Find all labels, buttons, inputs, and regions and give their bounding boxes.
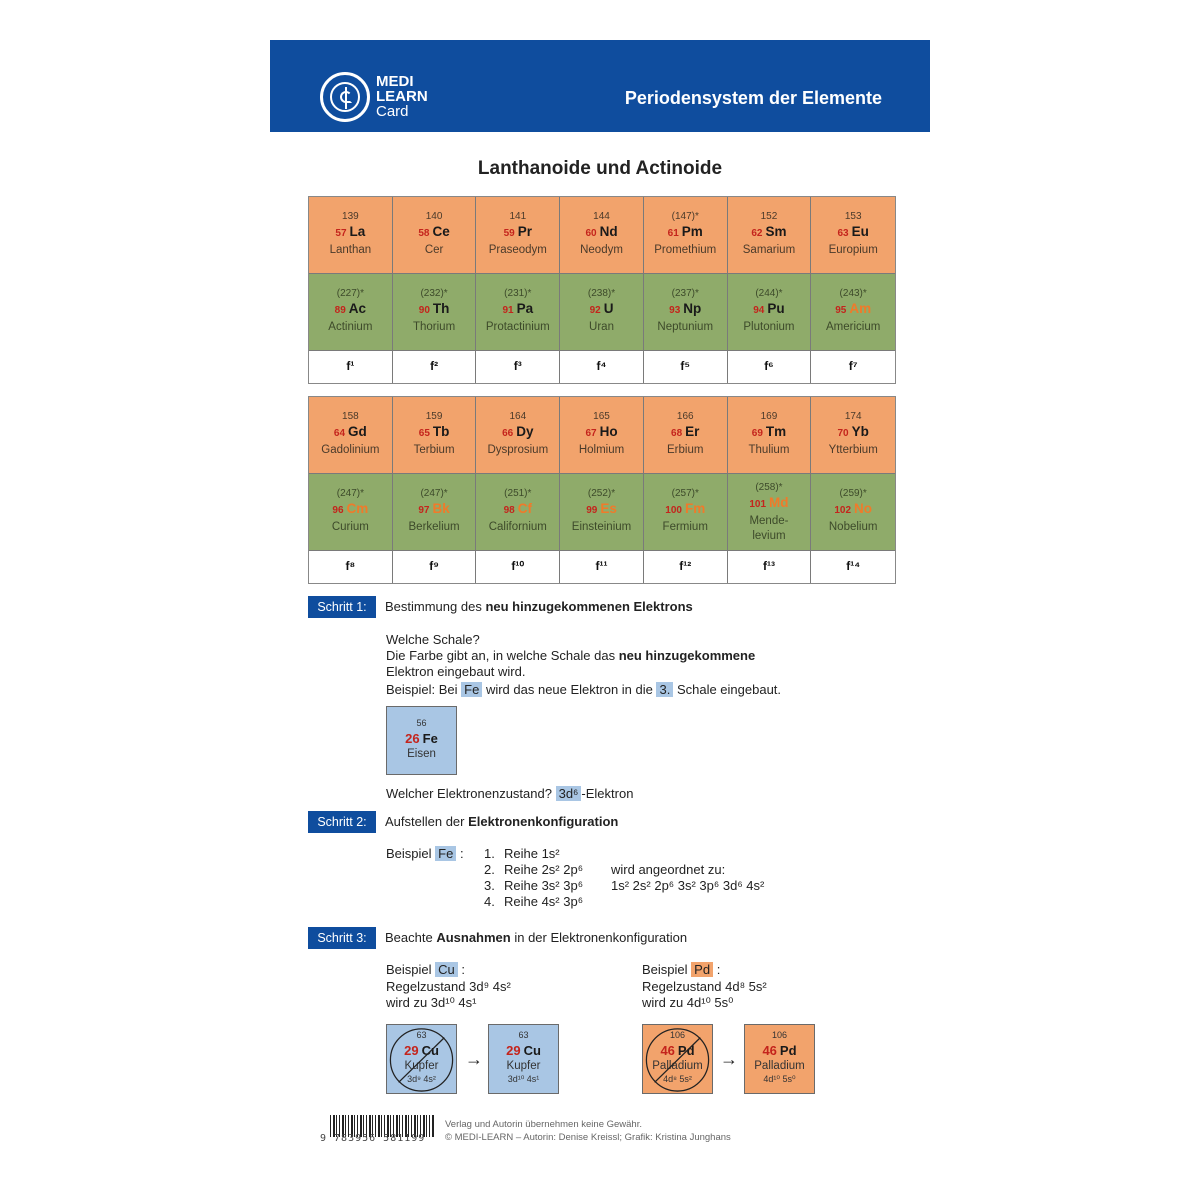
element-config: 3d¹⁰ 4s¹ bbox=[507, 1074, 540, 1084]
element-symbol: 59 Pr bbox=[503, 224, 532, 239]
element-name: Promethium bbox=[654, 244, 717, 256]
logo-line-3: Card bbox=[376, 103, 409, 120]
element-mass: 56 bbox=[416, 718, 427, 728]
element-cell-no bbox=[811, 474, 895, 550]
element-symbol: 66 Dy bbox=[502, 424, 534, 439]
element-name: Erbium bbox=[667, 444, 704, 456]
element-mass: 158 bbox=[342, 411, 359, 422]
element-symbol: 57 La bbox=[335, 224, 366, 239]
element-symbol: 60 Nd bbox=[585, 224, 618, 239]
actinoid-row bbox=[309, 474, 895, 551]
orbital-cell: f⁸ bbox=[309, 551, 393, 583]
pd-example-label: Beispiel Pd : bbox=[642, 962, 721, 977]
element-symbol: 96 Cm bbox=[332, 501, 369, 516]
element-cell-la bbox=[309, 197, 393, 273]
element-name: Californium bbox=[488, 521, 547, 533]
element-name: Curium bbox=[331, 521, 369, 533]
element-config: 4d⁸ 5s² bbox=[663, 1074, 692, 1084]
step-1-line-3: Elektron eingebaut wird. bbox=[386, 664, 526, 679]
logo-text bbox=[376, 74, 428, 119]
element-name: Neptunium bbox=[657, 321, 714, 333]
result-label: wird angeordnet zu: bbox=[611, 862, 726, 877]
element-mass: 106 bbox=[771, 1030, 788, 1040]
element-name: Nobelium bbox=[828, 521, 878, 533]
pd-rule: Regelzustand 4d⁸ 5s² bbox=[642, 979, 767, 994]
element-symbol: 98 Cf bbox=[503, 501, 532, 516]
element-name: Mende- levium bbox=[749, 515, 789, 542]
orbital-cell: f¹² bbox=[644, 551, 728, 583]
element-name: Kupfer bbox=[404, 1060, 439, 1072]
header-title: Periodensystem der Elemente bbox=[624, 88, 882, 108]
element-mass: 140 bbox=[425, 211, 443, 222]
element-symbol: 97 Bk bbox=[418, 501, 450, 516]
element-cell-ac bbox=[309, 274, 393, 350]
fe-highlight: Fe bbox=[461, 682, 482, 697]
orbital-cell: f⁵ bbox=[644, 351, 728, 383]
orbital-row bbox=[309, 551, 895, 583]
pd-highlight: Pd bbox=[691, 962, 713, 977]
element-mass: (247)* bbox=[336, 488, 364, 499]
element-mass: 153 bbox=[844, 211, 862, 222]
list-item: 3. Reihe 3s² 3p⁶ bbox=[484, 878, 584, 893]
element-card-pd-old bbox=[642, 1024, 713, 1094]
element-cell-ce bbox=[393, 197, 477, 273]
element-cell-pr bbox=[476, 197, 560, 273]
element-cell-cm bbox=[309, 474, 393, 550]
element-cell-er bbox=[644, 397, 728, 473]
element-symbol: 68 Er bbox=[671, 424, 700, 439]
list-item: 4. Reihe 4s² 3p⁶ bbox=[484, 894, 584, 909]
element-cell-dy bbox=[476, 397, 560, 473]
element-cell-th bbox=[393, 274, 477, 350]
arrow-icon: → bbox=[465, 1049, 483, 1069]
orbital-cell: f¹⁴ bbox=[811, 551, 895, 583]
barcode-number: 9 783956 581199 bbox=[320, 1133, 426, 1144]
element-name: Uran bbox=[589, 321, 614, 333]
lanthanoid-row bbox=[309, 397, 895, 474]
element-name: Einsteinium bbox=[571, 521, 632, 533]
element-cell-yb bbox=[811, 397, 895, 473]
element-name: Palladium bbox=[754, 1060, 805, 1072]
element-cell-nd bbox=[560, 197, 644, 273]
element-config: 4d¹⁰ 5s⁰ bbox=[763, 1074, 796, 1084]
step-2-example-label: Beispiel Fe : bbox=[386, 846, 464, 861]
element-symbol: 26 Fe bbox=[405, 731, 438, 746]
element-name: Lanthan bbox=[329, 244, 372, 256]
element-name: Europium bbox=[828, 244, 878, 256]
element-name: Protactinium bbox=[485, 321, 550, 333]
orbital-cell: f¹⁰ bbox=[476, 551, 560, 583]
element-cell-bk bbox=[393, 474, 477, 550]
element-name: Kupfer bbox=[506, 1060, 541, 1072]
orbital-cell: f² bbox=[393, 351, 477, 383]
strike-through-icon bbox=[643, 1025, 712, 1093]
element-config: 3d⁹ 4s² bbox=[407, 1074, 436, 1084]
element-name: Holmium bbox=[578, 444, 625, 456]
orbital-row bbox=[309, 351, 895, 383]
element-name: Gadolinium bbox=[321, 444, 380, 456]
arrow-icon: → bbox=[720, 1049, 738, 1069]
element-mass: (238)* bbox=[587, 288, 616, 299]
element-name: Samarium bbox=[742, 244, 796, 256]
element-cell-u bbox=[560, 274, 644, 350]
element-mass: 139 bbox=[342, 211, 359, 222]
element-mass: (231)* bbox=[504, 288, 532, 299]
element-symbol: 69 Tm bbox=[751, 424, 787, 439]
element-mass: 164 bbox=[509, 411, 527, 422]
element-cell-eu bbox=[811, 197, 895, 273]
element-name: Neodym bbox=[580, 244, 623, 256]
element-mass: 169 bbox=[760, 411, 778, 422]
orbital-cell: f³ bbox=[476, 351, 560, 383]
orbital-cell: f⁶ bbox=[728, 351, 812, 383]
element-symbol: 29 Cu bbox=[506, 1043, 541, 1058]
element-symbol: 93 Np bbox=[669, 301, 702, 316]
step-2-label: Schritt 2: bbox=[308, 811, 376, 833]
element-name: Plutonium bbox=[743, 321, 795, 333]
caduceus-logo-icon bbox=[320, 72, 370, 122]
element-mass: (259)* bbox=[839, 488, 867, 499]
element-card-pd-new bbox=[744, 1024, 815, 1094]
element-symbol: 61 Pm bbox=[667, 224, 703, 239]
cu-example-label: Beispiel Cu : bbox=[386, 962, 466, 977]
element-mass: (147)* bbox=[671, 211, 699, 222]
orbital-cell: f¹¹ bbox=[560, 551, 644, 583]
element-name: Cer bbox=[424, 244, 444, 256]
shell-list bbox=[484, 846, 583, 910]
element-card-cu-old bbox=[386, 1024, 457, 1094]
element-symbol: 100 Fm bbox=[665, 501, 706, 516]
element-mass: (247)* bbox=[420, 488, 448, 499]
actinoid-row bbox=[309, 274, 895, 351]
step-1-example: Beispiel: Bei Fe wird das neue Elektron in die 3. Schale eingebaut. bbox=[386, 682, 782, 697]
element-symbol: 64 Gd bbox=[333, 424, 367, 439]
element-symbol: 91 Pa bbox=[502, 301, 534, 316]
element-mass: 166 bbox=[676, 411, 694, 422]
element-table-2 bbox=[308, 396, 896, 584]
element-mass: 144 bbox=[593, 211, 610, 222]
strike-through-icon bbox=[387, 1025, 456, 1093]
cu-highlight: Cu bbox=[435, 962, 458, 977]
element-cell-sm bbox=[728, 197, 812, 273]
element-name: Ytterbium bbox=[828, 444, 878, 456]
step-1-question: Welche Schale? bbox=[386, 632, 480, 647]
element-cell-gd bbox=[309, 397, 393, 473]
step-2-heading: Aufstellen der Elektronenkonfiguration bbox=[385, 814, 619, 829]
element-mass: 106 bbox=[669, 1030, 686, 1040]
element-card-cu-new bbox=[488, 1024, 559, 1094]
state-highlight: 3d⁶ bbox=[556, 786, 582, 801]
element-name: Actinium bbox=[328, 321, 373, 333]
element-symbol: 89 Ac bbox=[334, 301, 367, 316]
element-cell-es bbox=[560, 474, 644, 550]
element-symbol: 90 Th bbox=[418, 301, 450, 316]
element-symbol: 46 Pd bbox=[660, 1043, 695, 1058]
step-3-label: Schritt 3: bbox=[308, 927, 376, 949]
element-mass: 152 bbox=[760, 211, 778, 222]
logo-line-1: MEDI bbox=[376, 73, 414, 90]
element-cell-pa bbox=[476, 274, 560, 350]
element-cell-md bbox=[728, 474, 812, 550]
element-mass: 141 bbox=[509, 211, 527, 222]
element-cell-np bbox=[644, 274, 728, 350]
element-symbol: 94 Pu bbox=[753, 301, 785, 316]
element-mass: (244)* bbox=[755, 288, 783, 299]
element-name: Thulium bbox=[748, 444, 790, 456]
element-cell-ho bbox=[560, 397, 644, 473]
element-card-fe bbox=[386, 706, 457, 775]
element-symbol: 58 Ce bbox=[418, 224, 450, 239]
step-1-state-question: Welcher Elektronenzustand? 3d⁶ -Elektron bbox=[386, 786, 634, 801]
page-title: Lanthanoide und Actinoide bbox=[477, 158, 723, 179]
element-symbol: 70 Yb bbox=[837, 424, 869, 439]
element-name: Berkelium bbox=[408, 521, 460, 533]
element-symbol: 92 U bbox=[589, 301, 614, 316]
shell-highlight: 3. bbox=[656, 682, 673, 697]
pd-becomes: wird zu 4d¹⁰ 5s⁰ bbox=[642, 995, 734, 1010]
cu-becomes: wird zu 3d¹⁰ 4s¹ bbox=[386, 995, 477, 1010]
element-cell-tb bbox=[393, 397, 477, 473]
result-config: 1s² 2s² 2p⁶ 3s² 3p⁶ 3d⁶ 4s² bbox=[611, 878, 765, 893]
header-banner bbox=[270, 40, 930, 132]
element-cell-pu bbox=[728, 274, 812, 350]
orbital-cell: f⁷ bbox=[811, 351, 895, 383]
element-symbol: 29 Cu bbox=[404, 1043, 439, 1058]
element-mass: (237)* bbox=[671, 288, 699, 299]
list-item: 1. Reihe 1s² bbox=[484, 846, 560, 861]
element-mass: (243)* bbox=[839, 288, 867, 299]
element-name: Dysprosium bbox=[487, 444, 549, 456]
element-mass: (232)* bbox=[420, 288, 448, 299]
element-mass: 63 bbox=[416, 1030, 427, 1040]
step-3-heading: Beachte Ausnahmen in der Elektronenkonfiguration bbox=[385, 930, 688, 945]
element-name: Fermium bbox=[662, 521, 708, 533]
footer-disclaimer: Verlag und Autorin übernehmen keine Gewähr. bbox=[445, 1119, 642, 1130]
element-name: Praseodym bbox=[488, 244, 547, 256]
element-mass: (227)* bbox=[336, 288, 364, 299]
element-symbol: 63 Eu bbox=[837, 224, 869, 239]
fe-highlight: Fe bbox=[435, 846, 456, 861]
lanthanoid-row bbox=[309, 197, 895, 274]
orbital-cell: f¹ bbox=[309, 351, 393, 383]
list-item: 2. Reihe 2s² 2p⁶ bbox=[484, 862, 584, 877]
element-cell-tm bbox=[728, 397, 812, 473]
element-cell-fm bbox=[644, 474, 728, 550]
element-mass: 174 bbox=[844, 411, 862, 422]
element-name: Terbium bbox=[413, 444, 455, 456]
element-symbol: 62 Sm bbox=[751, 224, 787, 239]
element-cell-am bbox=[811, 274, 895, 350]
cu-rule: Regelzustand 3d⁹ 4s² bbox=[386, 979, 511, 994]
footer-copyright: © MEDI-LEARN – Autorin: Denise Kreissl; Grafik: Kristina Junghans bbox=[445, 1132, 731, 1143]
element-symbol: 95 Am bbox=[835, 301, 872, 316]
logo-line-2: LEARN bbox=[376, 88, 428, 105]
step-1-heading: Bestimmung des neu hinzugekommenen Elektrons bbox=[385, 599, 693, 614]
orbital-cell: f¹³ bbox=[728, 551, 812, 583]
step-1-line-2: Die Farbe gibt an, in welche Schale das neu hinzugekommene bbox=[386, 648, 756, 663]
element-cell-pm bbox=[644, 197, 728, 273]
element-name: Eisen bbox=[407, 748, 436, 760]
element-mass: (252)* bbox=[587, 488, 616, 499]
element-symbol: 102 No bbox=[834, 501, 873, 516]
element-mass: 159 bbox=[425, 411, 443, 422]
element-name: Thorium bbox=[412, 321, 456, 333]
orbital-cell: f⁴ bbox=[560, 351, 644, 383]
element-mass: (257)* bbox=[671, 488, 699, 499]
element-symbol: 67 Ho bbox=[585, 424, 618, 439]
element-symbol: 99 Es bbox=[586, 501, 617, 516]
element-name: Palladium bbox=[652, 1060, 703, 1072]
element-symbol: 101 Md bbox=[749, 495, 789, 510]
element-mass: 63 bbox=[518, 1030, 529, 1040]
element-table-1 bbox=[308, 196, 896, 384]
element-symbol: 65 Tb bbox=[418, 424, 450, 439]
element-symbol: 46 Pd bbox=[762, 1043, 797, 1058]
orbital-cell: f⁹ bbox=[393, 551, 477, 583]
element-mass: (251)* bbox=[504, 488, 532, 499]
element-name: Americium bbox=[826, 321, 881, 333]
element-cell-cf bbox=[476, 474, 560, 550]
step-1-label: Schritt 1: bbox=[308, 596, 376, 618]
element-mass: (258)* bbox=[755, 482, 783, 493]
element-mass: 165 bbox=[593, 411, 610, 422]
